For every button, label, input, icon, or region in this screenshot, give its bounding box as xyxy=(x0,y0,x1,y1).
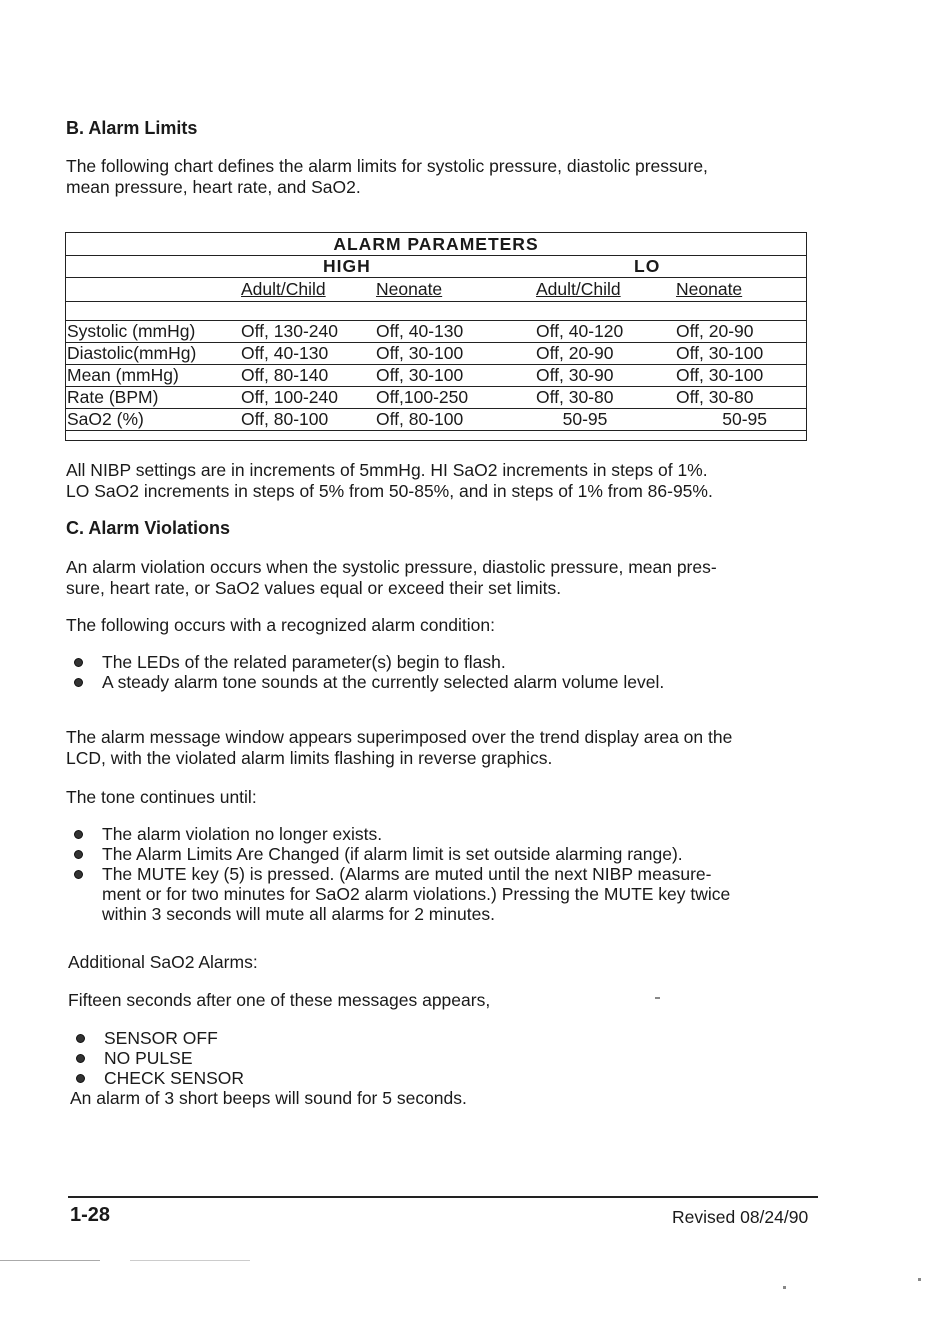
tone-continues-list xyxy=(68,824,858,924)
bullet-icon xyxy=(76,1074,85,1083)
scan-artifact xyxy=(918,1278,921,1281)
row-label: Mean (mmHg) xyxy=(65,365,239,387)
cell: Off, 30-80 xyxy=(674,387,807,409)
section-c-para3: The alarm message window appears superimposed over the trend display area on the LCD, with the violated alarm limits flashing in reverse graphics. xyxy=(66,727,733,768)
alarm-parameters-table xyxy=(65,232,807,431)
bullet-icon xyxy=(74,678,83,687)
bullet-icon xyxy=(74,850,83,859)
list-item-text: NO PULSE xyxy=(104,1048,193,1068)
cell: Off, 100-240 xyxy=(239,387,374,409)
cell: Off, 30-100 xyxy=(374,365,534,387)
table-column-header-row xyxy=(65,278,807,302)
row-label: Rate (BPM) xyxy=(65,387,239,409)
increments-note: All NIBP settings are in increments of 5mmHg. HI SaO2 increments in steps of 1%. LO SaO2 increments in steps of 5% from 50-85%, and in steps of 1% from 86-95%. xyxy=(66,460,713,501)
cell: 50-95 xyxy=(674,409,807,431)
bullet-icon xyxy=(74,870,83,879)
table-spacer-row xyxy=(65,302,807,321)
section-c-para5: Additional SaO2 Alarms: xyxy=(68,952,258,972)
table-row xyxy=(65,409,807,431)
list-item xyxy=(68,672,848,692)
list-item-text: The LEDs of the related parameter(s) begin to flash. xyxy=(102,652,506,672)
lo-label: LO xyxy=(534,256,807,278)
revised-date: Revised 08/24/90 xyxy=(672,1207,809,1227)
section-c-para6: Fifteen seconds after one of these messages appears, xyxy=(68,990,491,1010)
cell: Off, 80-100 xyxy=(239,409,374,431)
section-c-para2: The following occurs with a recognized alarm condition: xyxy=(66,615,495,635)
cell: Off, 30-100 xyxy=(674,365,807,387)
section-b-heading: B. Alarm Limits xyxy=(66,118,198,138)
table-group-row xyxy=(65,256,807,278)
scan-artifact xyxy=(655,997,660,999)
section-c-para7: An alarm of 3 short beeps will sound for 5 seconds. xyxy=(70,1088,467,1108)
cell: Off, 80-140 xyxy=(239,365,374,387)
list-item xyxy=(70,1068,670,1088)
col-header: Neonate xyxy=(374,278,534,302)
row-label: Systolic (mmHg) xyxy=(65,321,239,343)
table-row xyxy=(65,365,807,387)
cell: Off, 30-100 xyxy=(374,343,534,365)
high-label: HIGH xyxy=(239,256,534,278)
table-row xyxy=(65,321,807,343)
list-item xyxy=(68,652,848,672)
cell: Off, 80-100 xyxy=(374,409,534,431)
condition-list xyxy=(68,652,848,692)
scan-artifact xyxy=(783,1286,786,1289)
table-row xyxy=(65,387,807,409)
col-header: Neonate xyxy=(674,278,807,302)
cell: Off, 20-90 xyxy=(534,343,674,365)
list-item xyxy=(70,1048,670,1068)
section-c-para1: An alarm violation occurs when the systolic pressure, diastolic pressure, mean pres- sure, heart rate, or SaO2 values equal or exceed their set limits. xyxy=(66,557,717,598)
list-item xyxy=(68,844,858,864)
list-item xyxy=(68,864,858,924)
list-item xyxy=(68,824,858,844)
bullet-icon xyxy=(76,1034,85,1043)
list-item-text: SENSOR OFF xyxy=(104,1028,218,1048)
bullet-icon xyxy=(76,1054,85,1063)
cell: Off, 130-240 xyxy=(239,321,374,343)
bullet-icon xyxy=(74,658,83,667)
scan-artifact xyxy=(130,1260,250,1261)
cell: Off, 30-90 xyxy=(534,365,674,387)
col-header: Adult/Child xyxy=(239,278,374,302)
list-item-text: A steady alarm tone sounds at the currently selected alarm volume level. xyxy=(102,672,665,692)
section-b-intro: The following chart defines the alarm limits for systolic pressure, diastolic pressure, mean pressure, heart rate, and SaO2. xyxy=(66,156,708,197)
table-row xyxy=(65,343,807,365)
section-c-heading: C. Alarm Violations xyxy=(66,518,231,538)
bullet-icon xyxy=(74,830,83,839)
cell: Off,100-250 xyxy=(374,387,534,409)
footer-rule xyxy=(68,1196,818,1198)
list-item-text: CHECK SENSOR xyxy=(104,1068,245,1088)
list-item-text: The alarm violation no longer exists. xyxy=(102,824,383,844)
list-item-text: The MUTE key (5) is pressed. (Alarms are muted until the next NIBP measure- ment or for two minutes for SaO2 alarm violations.) Pressing the MUTE key twice within 3 seconds will mute all alarms for 2 minutes. xyxy=(102,864,731,924)
table-title-row xyxy=(65,233,807,256)
row-label: SaO2 (%) xyxy=(65,409,239,431)
list-item xyxy=(70,1028,670,1048)
cell: Off, 40-120 xyxy=(534,321,674,343)
cell: Off, 30-80 xyxy=(534,387,674,409)
cell: 50-95 xyxy=(534,409,674,431)
cell: Off, 40-130 xyxy=(239,343,374,365)
sao2-message-list xyxy=(70,1028,670,1088)
row-label: Diastolic(mmHg) xyxy=(65,343,239,365)
scan-artifact xyxy=(0,1260,100,1261)
col-header: Adult/Child xyxy=(534,278,674,302)
section-c-para4: The tone continues until: xyxy=(66,787,257,807)
cell: Off, 40-130 xyxy=(374,321,534,343)
cell: Off, 30-100 xyxy=(674,343,807,365)
table-title: ALARM PARAMETERS xyxy=(65,233,807,256)
list-item-text: The Alarm Limits Are Changed (if alarm limit is set outside alarming range). xyxy=(102,844,683,864)
page-number: 1-28 xyxy=(70,1204,111,1226)
cell: Off, 20-90 xyxy=(674,321,807,343)
